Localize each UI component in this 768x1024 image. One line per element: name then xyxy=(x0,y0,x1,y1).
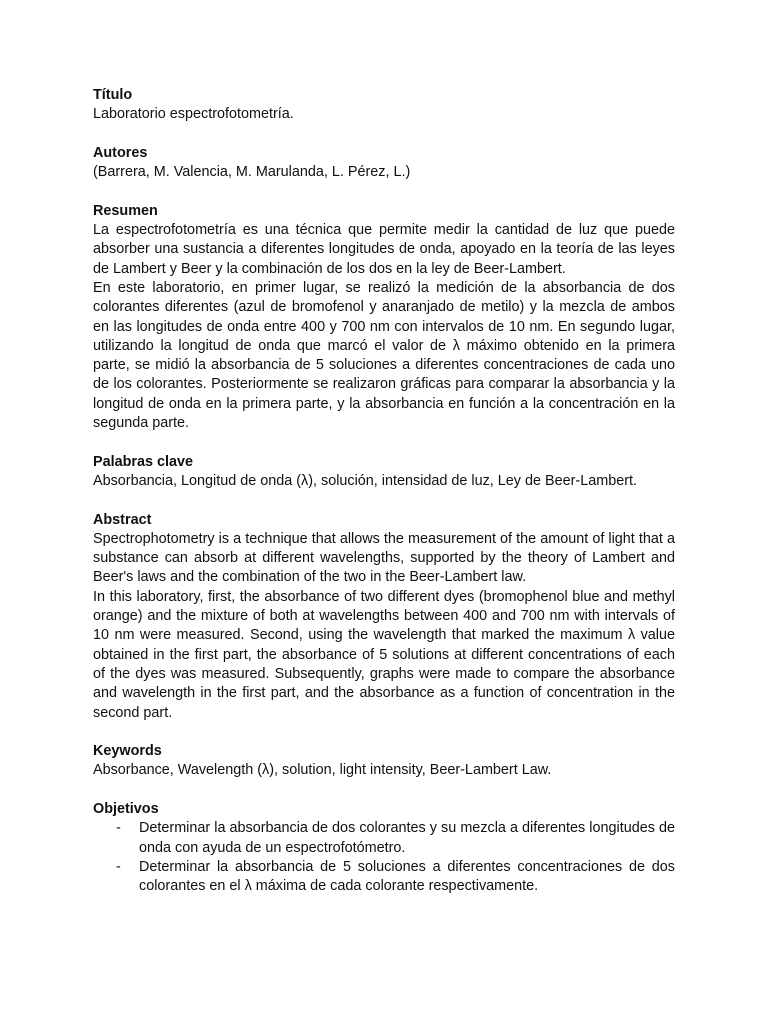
abstract-paragraph: Spectrophotometry is a technique that allows the measurement of the amount of light that a substance can absorb at different wavelengths, supported by the theory of Lambert and Beer's laws and the combination of the two in the Beer-Lambert law. xyxy=(93,530,675,586)
objetivos-list xyxy=(93,819,675,896)
authors-section xyxy=(93,144,675,183)
resumen-paragraph: En este laboratorio, en primer lugar, se realizó la medición de la absorbancia de dos colorantes diferentes (azul de bromofenol y anaranjado de metilo) y la mezcla de ambos en las longitudes de onda entre 400 y 700 nm con intervalos de 10 nm. En segundo lugar, utilizando la longitud de onda que marcó el valor de λ máximo obtenido en la primera parte, se midió la absorbancia de 5 soluciones a diferentes concentraciones de cada uno de los colorantes. Posteriormente se realizaron gráficas para comparar la absorbancia y la longitud de onda en la primera parte, y la absorbancia en función a la concentración en la segunda parte. xyxy=(93,279,675,432)
objetivos-heading: Objetivos xyxy=(93,800,159,817)
abstract-paragraph: In this laboratory, first, the absorbance of two different dyes (bromophenol blue and methyl orange) and the mixture of both at wavelengths between 400 and 700 nm with intervals of 10 nm were measured. Second, using the wavelength that marked the maximum λ value obtained in the first part, the absorbance of 5 solutions at different concentrations of each of the dyes was measured. Subsequently, graphs were made to compare the absorbance and wavelength in the first part, and the absorbance as a function of concentration in the second part. xyxy=(93,588,675,721)
title-section xyxy=(93,86,675,125)
title-heading: Título xyxy=(93,87,133,103)
palabras-clave-section xyxy=(93,453,675,492)
resumen-paragraph: La espectrofotometría es una técnica que permite medir la cantidad de luz que puede absorber una sustancia a diferentes longitudes de onda, apoyado en la teoría de las leyes de Lambert y Beer y la combinación de los dos en la ley de Beer-Lambert. xyxy=(93,222,675,277)
palabras-clave-heading: Palabras clave xyxy=(93,453,194,470)
authors-heading: Autores xyxy=(93,144,148,161)
list-item-text: Determinar la absorbancia de dos colorantes y su mezcla a diferentes longitudes de onda con ayuda de un espectrofotómetro. xyxy=(139,820,675,856)
list-item xyxy=(93,858,675,897)
resumen-heading: Resumen xyxy=(93,202,158,219)
list-bullet: - xyxy=(116,820,121,837)
palabras-clave-text: Absorbancia, Longitud de onda (λ), solución, intensidad de luz, Ley de Beer-Lambert. xyxy=(93,472,637,489)
keywords-section xyxy=(93,742,675,781)
title-text: Laboratorio espectrofotometría. xyxy=(93,106,294,123)
objetivos-section xyxy=(93,800,675,896)
authors-text: (Barrera, M. Valencia, M. Marulanda, L. Pérez, L.) xyxy=(93,164,411,181)
abstract-section xyxy=(93,511,675,723)
abstract-heading: Abstract xyxy=(93,511,152,528)
list-item-text: Determinar la absorbancia de 5 soluciones a diferentes concentraciones de dos colorantes en el λ máxima de cada colorante respectivamente. xyxy=(139,858,675,895)
keywords-heading: Keywords xyxy=(93,743,162,760)
list-item xyxy=(93,819,675,858)
keywords-text: Absorbance, Wavelength (λ), solution, light intensity, Beer-Lambert Law. xyxy=(93,762,552,779)
list-bullet: - xyxy=(116,858,121,875)
resumen-section xyxy=(93,202,675,434)
document-body xyxy=(93,86,675,916)
